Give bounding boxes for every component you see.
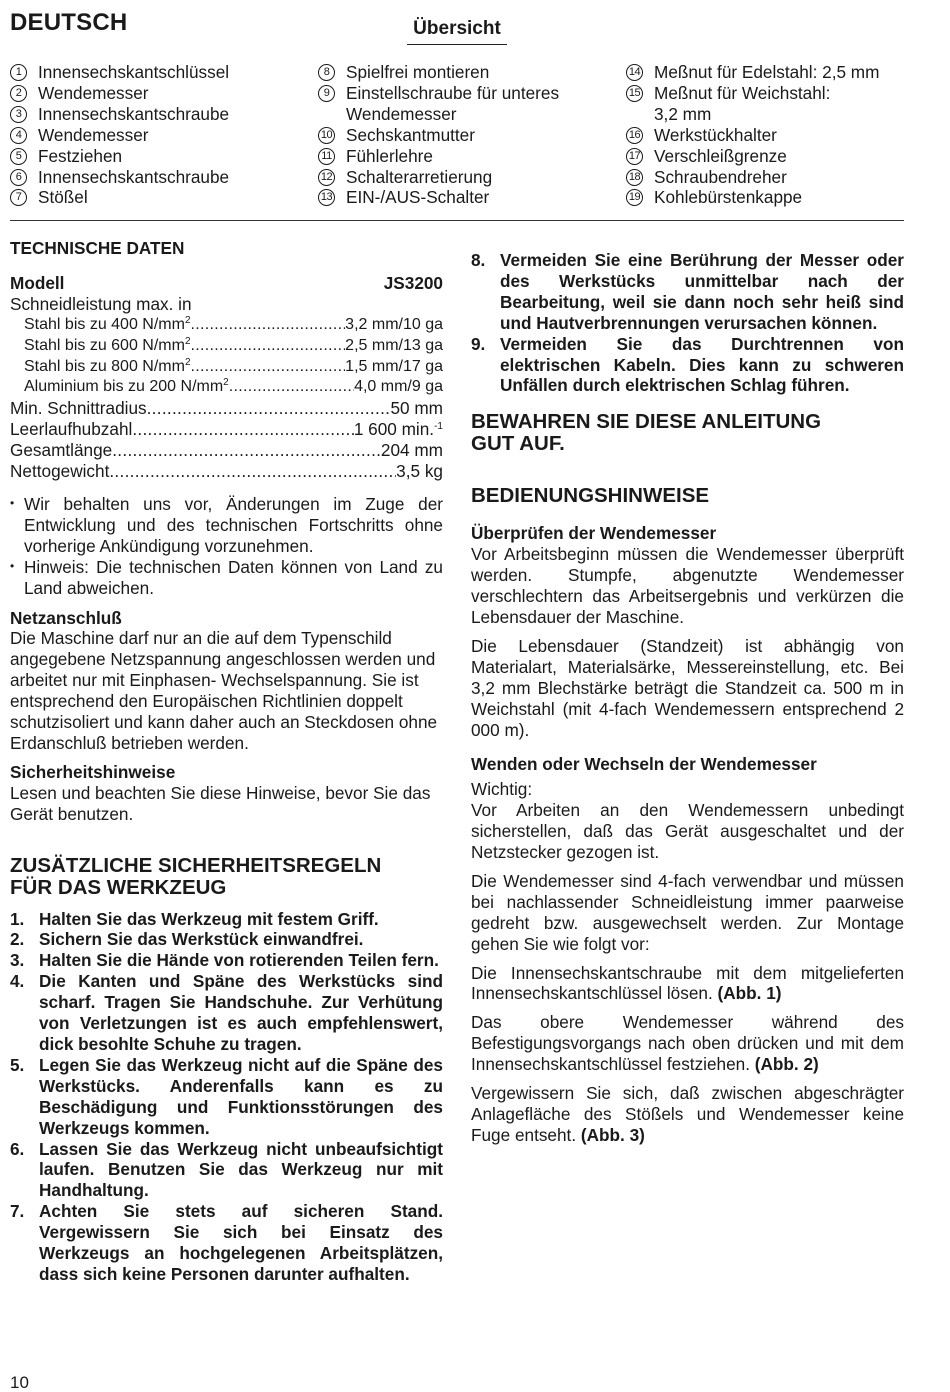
spec-row	[10, 398, 443, 419]
legend-label: Meßnut für Edelstahl: 2,5 mm	[654, 62, 880, 82]
list-number: 3.	[10, 950, 25, 971]
legend-label: Schraubendreher	[654, 166, 787, 187]
legend-number: 4	[10, 127, 27, 144]
spec-key: Stahl bis zu 600 N/mm	[24, 336, 185, 354]
list-item	[471, 250, 904, 334]
legend-item	[626, 83, 926, 125]
legend-item	[10, 104, 310, 125]
legend-item	[10, 187, 310, 208]
keep-instructions-heading	[471, 411, 904, 455]
legend-label: Kohlebürstenkappe	[654, 187, 803, 208]
spec-row	[10, 357, 443, 378]
legend-label: Schalterarretierung	[346, 166, 493, 187]
legend-label: Spielfrei montieren	[346, 62, 490, 82]
list-item	[10, 909, 443, 930]
spec-superscript: 2	[184, 335, 191, 347]
rules-list	[10, 909, 443, 1285]
spec-value: 1,5 mm/17 ga	[345, 357, 443, 375]
spec-row	[10, 461, 443, 482]
legend-label: Einstellschraube für unteres Wendemesser	[346, 82, 560, 124]
rules-heading	[10, 855, 443, 899]
legend-number: 17	[626, 148, 643, 165]
page-number: 10	[10, 1373, 29, 1392]
list-text: Sichern Sie das Werkstück einwandfrei.	[39, 929, 364, 950]
rules-heading-line: ZUSÄTZLICHE SICHERHEITSREGELN	[10, 853, 382, 877]
note-text: Hinweis: Die technischen Daten können von Land zu Land abweichen.	[24, 556, 443, 598]
spec-value: 3,5 kg	[396, 461, 443, 482]
list-item	[10, 1201, 443, 1285]
legend-number: 9	[318, 85, 335, 102]
safety-text: Lesen und beachten Sie diese Hinweise, bevor Sie das Gerät benutzen.	[10, 782, 431, 824]
spec-value: 2,5 mm/13 ga	[345, 336, 443, 354]
spec-superscript: 2	[184, 356, 191, 368]
legend-number: 10	[318, 127, 335, 144]
list-number: 1.	[10, 908, 25, 929]
list-item	[10, 1055, 443, 1139]
power-text: Die Maschine darf nur an die auf dem Typenschild angegebene Netzspannung angeschlossen werden und arbeitet nur mit Einphasen- Wechselspannung. Sie ist entsprechend den Europäischen Richtlinien doppelt schutzisoliert und kann daher auch an Steckdosen ohne Erdanschluß betrieben werden.	[10, 628, 438, 753]
legend-label: Sechskantmutter	[346, 124, 475, 145]
legend-number: 2	[10, 85, 27, 102]
legend-item	[318, 167, 618, 188]
spec-row	[10, 419, 443, 440]
important-label: Wichtig:	[471, 779, 533, 800]
list-number: 5.	[10, 1054, 25, 1075]
legend-number: 1	[10, 64, 27, 81]
legend-item	[626, 146, 926, 167]
list-item	[10, 1139, 443, 1202]
list-item	[10, 950, 443, 971]
legend-number: 16	[626, 127, 643, 144]
spec-superscript: 2	[184, 314, 191, 326]
safety-heading: Sicherheitshinweise	[10, 761, 176, 782]
legend-column-2	[318, 62, 618, 208]
rules-list-continued	[471, 250, 904, 396]
keep-heading-line: GUT AUF.	[471, 432, 565, 456]
figure-reference: (Abb. 3)	[580, 1124, 645, 1145]
legend-item	[626, 167, 926, 188]
model-row	[10, 273, 443, 294]
legend-column-3	[626, 62, 926, 208]
list-number: 9.	[471, 333, 486, 354]
spec-value: 204 mm	[380, 440, 443, 461]
paragraph	[471, 1083, 904, 1146]
note-item: • Wir behalten uns vor, Änderungen im Zuge der Entwicklung und des technischen Fortschritts ohne vorherige Ankündigung vorzunehmen.	[10, 493, 443, 556]
list-text: Halten Sie die Hände von rotierenden Teilen fern.	[39, 950, 439, 971]
operation-heading: BEDIENUNGSHINWEISE	[471, 484, 710, 508]
paragraph: Die Wendemesser sind 4-fach verwendbar und müssen bei nachlassender Schneidleistung immer paarweise gedreht bzw. ausgewechselt werden. Zur Montage gehen Sie wie folgt vor:	[471, 870, 904, 954]
list-number: 7.	[10, 1201, 25, 1222]
turn-blades-heading: Wenden oder Wechseln der Wendemesser	[471, 754, 817, 775]
spec-superscript: -1	[434, 421, 443, 433]
legend-item	[10, 125, 310, 146]
legend-number: 12	[318, 169, 335, 186]
left-column	[10, 238, 443, 1285]
legend-label: EIN-/AUS-Schalter	[346, 187, 490, 208]
spec-superscript: 2	[223, 377, 229, 389]
spec-row	[10, 315, 443, 336]
legend-item	[10, 146, 310, 167]
model-label: Modell	[10, 272, 65, 293]
legend-label: Innensechskantschlüssel	[38, 62, 230, 82]
list-text: Halten Sie das Werkzeug mit festem Griff.	[39, 908, 379, 929]
legend-label: Fühlerlehre	[346, 145, 433, 166]
note-text: Wir behalten uns vor, Änderungen im Zuge der Entwicklung und des technischen Fortschritts ohne vorherige Ankündigung vorzunehmen.	[24, 493, 443, 556]
list-text: Vermeiden Sie das Durchtrennen von elektrischen Kabeln. Dies kann zu schweren Unfällen durch elektrischen Schlag führen.	[500, 333, 904, 396]
legend-number: 14	[626, 64, 643, 81]
legend-number: 18	[626, 169, 643, 186]
spec-key: Stahl bis zu 800 N/mm	[24, 357, 185, 375]
paragraph-text: Das obere Wendemesser während des Befestigungsvorgangs nach oben drücken und mit dem Innensechskantschlüssel festziehen.	[471, 1012, 904, 1075]
list-text: Achten Sie stets auf sicheren Stand. Vergewissern Sie sich bei Einsatz des Werkzeugs an hochgelegenen Arbeitsplätzen, dass sich keine Personen darunter aufhalten.	[39, 1201, 443, 1284]
legend-label: Festziehen	[38, 145, 123, 166]
spec-value: 1 600 min.	[353, 419, 435, 440]
power-heading: Netzanschluß	[10, 607, 122, 628]
list-item	[10, 971, 443, 1055]
list-item	[471, 334, 904, 397]
legend-label: Werkstückhalter	[654, 124, 777, 145]
figure-reference: (Abb. 1)	[717, 983, 782, 1004]
legend-number: 13	[318, 189, 335, 206]
legend-item	[626, 62, 926, 83]
check-blades-heading: Überprüfen der Wendemesser	[471, 523, 717, 544]
spec-row	[10, 336, 443, 357]
spec-value: 50 mm	[390, 398, 443, 419]
paragraph-text: Vergewissern Sie sich, daß zwischen abgeschrägter Anlagefläche des Stößels und Wendemesser keine Fuge entseht.	[471, 1083, 904, 1145]
spec-key: Aluminium bis zu 200 N/mm	[24, 378, 224, 396]
legend-column-1	[10, 62, 310, 208]
right-column	[471, 250, 904, 1146]
list-text: Vermeiden Sie eine Berührung der Messer oder des Werkstücks unmittelbar nach der Bearbeitung, weil sie dann noch sehr heiß sind und Hautverbrennungen verursachen können.	[500, 250, 904, 333]
list-text: Legen Sie das Werkzeug nicht auf die Späne des Werkstücks. Anderenfalls kann es zu Beschädigung und Funktionsstörungen des Werkzeugs kommen.	[39, 1054, 443, 1138]
overview-heading: Übersicht	[407, 18, 507, 45]
legend-number: 3	[10, 106, 27, 123]
spec-row	[10, 377, 443, 398]
paragraph	[471, 963, 904, 1005]
legend-number: 8	[318, 64, 335, 81]
legend-item	[318, 187, 618, 208]
list-number: 4.	[10, 971, 25, 992]
legend-item	[318, 146, 618, 167]
legend-item	[318, 125, 618, 146]
spec-row	[10, 440, 443, 461]
legend-label: Stößel	[38, 187, 88, 208]
list-text: Die Kanten und Späne des Werkstücks sind scharf. Tragen Sie Handschuhe. Zur Verhütung von Verletzungen ist es auch empfehlenswert, dick besohlte Schuhe zu tragen.	[39, 971, 443, 1054]
list-item	[10, 929, 443, 950]
paragraph	[471, 1012, 904, 1075]
tech-data-heading: TECHNISCHE DATEN	[10, 238, 185, 258]
spec-key: Min. Schnittradius	[10, 398, 147, 419]
legend-item	[318, 62, 618, 83]
paragraph-text: Die Innensechskantschraube mit dem mitgelieferten Innensechskantschlüssel lösen.	[471, 962, 904, 1004]
legend-item	[10, 167, 310, 188]
list-number: 2.	[10, 929, 25, 950]
legend-label: Meßnut für Weichstahl: 3,2 mm	[654, 82, 831, 124]
legend-label: Wendemesser	[38, 124, 149, 145]
paragraph: Vor Arbeitsbeginn müssen die Wendemesser überprüft werden. Stumpfe, abgenutzte Wendemesser verschlechtern das Arbeitsergebnis und verkürzen die Lebensdauer der Maschine.	[471, 544, 904, 627]
legend-number: 6	[10, 169, 27, 186]
spec-key: Stahl bis zu 400 N/mm	[24, 315, 185, 333]
figure-reference: (Abb. 2)	[754, 1054, 819, 1075]
keep-heading-line: BEWAHREN SIE DIESE ANLEITUNG	[471, 410, 822, 434]
legend-number: 19	[626, 189, 643, 206]
legend-number: 5	[10, 148, 27, 165]
legend-item	[318, 83, 618, 125]
legend-label: Innensechskantschraube	[38, 103, 230, 124]
legend-number: 11	[318, 148, 335, 165]
legend-item	[10, 62, 310, 83]
legend-number: 15	[626, 85, 643, 102]
legend-label: Verschleißgrenze	[654, 145, 787, 166]
list-number: 8.	[471, 250, 486, 270]
language-heading: DEUTSCH	[10, 9, 128, 36]
rules-heading-line: FÜR DAS WERKZEUG	[10, 875, 227, 899]
legend-label: Wendemesser	[38, 82, 149, 103]
list-text: Lassen Sie das Werkzeug nicht unbeaufsichtigt laufen. Benutzen Sie das Werkzeug nur mit Handhaltung.	[39, 1138, 443, 1201]
capacity-label: Schneidleistung max. in	[10, 293, 192, 314]
legend-item	[626, 125, 926, 146]
section-divider	[10, 220, 904, 221]
spec-key: Leerlaufhubzahl	[10, 419, 133, 440]
legend-item	[10, 83, 310, 104]
spec-key: Gesamtlänge	[10, 440, 113, 461]
paragraph: Die Lebensdauer (Standzeit) ist abhängig von Materialart, Materialsärke, Messereinstellung, etc. Bei 3,2 mm Blechstärke beträgt die Standzeit ca. 500 m in Weichstahl (mit 4-fach Wendemessern entsprechend 2 000 m).	[471, 635, 904, 740]
list-number: 6.	[10, 1138, 25, 1159]
legend-label: Innensechskantschraube	[38, 166, 230, 187]
spec-value: 4,0 mm/9 ga	[354, 378, 443, 396]
model-value: JS3200	[383, 272, 443, 293]
note-item: • Hinweis: Die technischen Daten können von Land zu Land abweichen.	[10, 556, 443, 598]
legend-item	[626, 187, 926, 208]
legend-number: 7	[10, 189, 27, 206]
paragraph: Vor Arbeiten an den Wendemessern unbedingt sicherstellen, daß das Gerät ausgeschaltet und der Netzstecker gezogen ist.	[471, 800, 904, 863]
spec-value: 3,2 mm/10 ga	[345, 315, 443, 333]
spec-key: Nettogewicht	[10, 461, 110, 482]
